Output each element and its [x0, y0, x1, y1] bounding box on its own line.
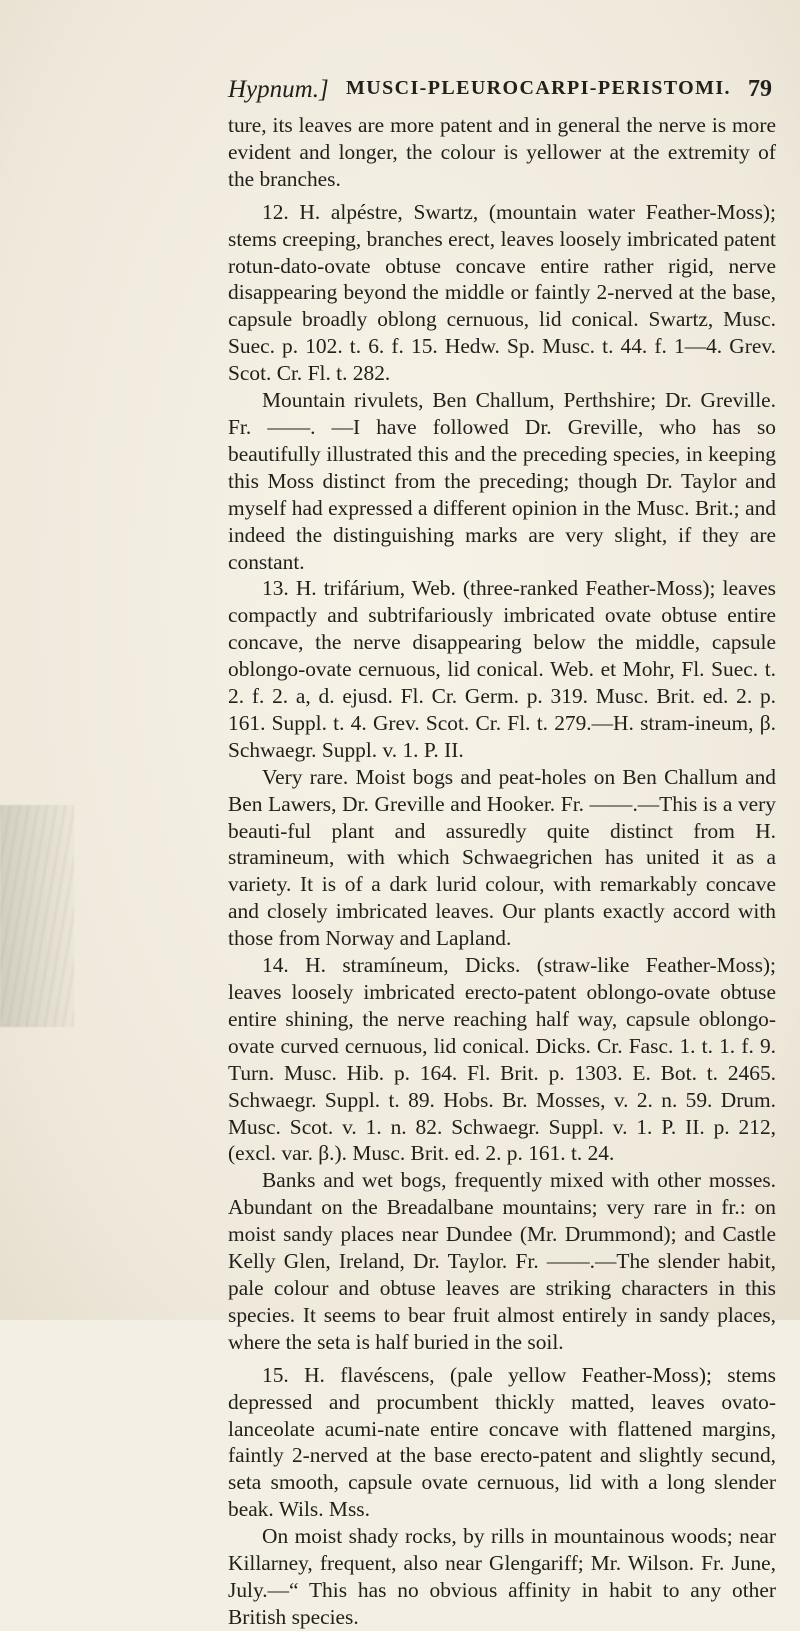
habitat-note-15: On moist shady rocks, by rills in mountainous woods; near Killarney, frequent, also near Glengariff; Mr. Wilson. Fr. June, July.—“ This has no obvious affinity in habit to any other British species.: [228, 1524, 776, 1629]
habitat-note-13: Very rare. Moist bogs and peat-holes on Ben Challum and Ben Lawers, Dr. Greville and Hooker. Fr. ——.—This is a very beauti-ful plant and assuredly quite distinct from H. stramineum, with which Schwaegrichen has united it as a variety. It is of a dark lurid colour, with remarkably concave and closely imbricated leaves. Our plants exactly accord with those from Norway and Lapland.: [228, 764, 776, 951]
header-title: MUSCI-PLEUROCARPI-PERISTOMI.: [346, 77, 731, 99]
habitat-note-14: Banks and wet bogs, frequently mixed with other mosses. Abundant on the Breadalbane mountains; very rare in fr.: on moist sandy places near Dundee (Mr. Drummond); and Castle Kelly Glen, Ireland, Dr. Taylor. Fr. ——.—The slender habit, pale colour and obtuse leaves are striking characters in this species. It seems to bear fruit almost entirely in sandy places, where the seta is half buried in the soil.: [228, 1168, 776, 1354]
running-header: [228, 76, 772, 106]
paragraph: ture, its leaves are more patent and in general the nerve is more evident and longer, the colour is yellower at the extremity of the branches.: [228, 113, 776, 191]
species-entry-15: 15. H. flavéscens, (pale yellow Feather-Moss); stems depressed and procumbent thickly matted, leaves ovato-lanceolate acumi-nate entire concave with flattened margins, faintly 2-nerved at the base erecto-patent and slightly secund, seta smooth, capsule ovate cernuous, lid with a long slender beak. Wils. Mss.: [228, 1362, 776, 1522]
species-entry-14: 14. H. stramíneum, Dicks. (straw-like Feather-Moss); leaves loosely imbricated erecto-patent oblongo-ovate obtuse entire shining, the nerve reaching half way, capsule oblongo-ovate curved cernuous, lid conical. Dicks. Cr. Fasc. 1. t. 1. f. 9. Turn. Musc. Hib. p. 164. Fl. Brit. p. 1303. E. Bot. t. 2465. Schwaegr. Suppl. t. 89. Hobs. Br. Mosses, v. 2. n. 59. Drum. Musc. Scot. v. 1. n. 82. Schwaegr. Suppl. v. 1. P. II. p. 212, (excl. var. β.). Musc. Brit. ed. 2. p. 161. t. 24.: [228, 953, 776, 1166]
show-through-illustration: [0, 805, 74, 1027]
body-text: [228, 112, 776, 1631]
header-genus: Hypnum.]: [228, 76, 329, 103]
habitat-note-12: Mountain rivulets, Ben Challum, Perthshire; Dr. Greville. Fr. ——. —I have followed Dr. Greville, who has so beautifully illustrated this and the preceding species, in keeping this Moss distinct from the preceding; though Dr. Taylor and myself had expressed a different opinion in the Musc. Brit.; and indeed the distinguishing marks are very slight, if they are constant.: [228, 388, 776, 574]
page-number: 79: [748, 76, 772, 102]
species-entry-12: 12. H. alpéstre, Swartz, (mountain water Feather-Moss); stems creeping, branches erect, leaves loosely imbricated patent rotun-dato-ovate obtuse concave entire rather rigid, nerve disappearing beyond the middle or faintly 2-nerved at the base, capsule broadly oblong cernuous, lid conical. Swartz, Musc. Suec. p. 102. t. 6. f. 15. Hedw. Sp. Musc. t. 44. f. 1—4. Grev. Scot. Cr. Fl. t. 282.: [228, 199, 776, 386]
species-entry-13: 13. H. trifárium, Web. (three-ranked Feather-Moss); leaves compactly and subtrifariously imbricated ovate obtuse entire concave, the nerve disappearing below the middle, capsule oblongo-ovate cernuous, lid conical. Web. et Mohr, Fl. Suec. t. 2. f. 2. a, d. ejusd. Fl. Cr. Germ. p. 319. Musc. Brit. ed. 2. p. 161. Suppl. t. 4. Grev. Scot. Cr. Fl. t. 279.—H. stram-ineum, β. Schwaegr. Suppl. v. 1. P. II.: [228, 576, 776, 762]
